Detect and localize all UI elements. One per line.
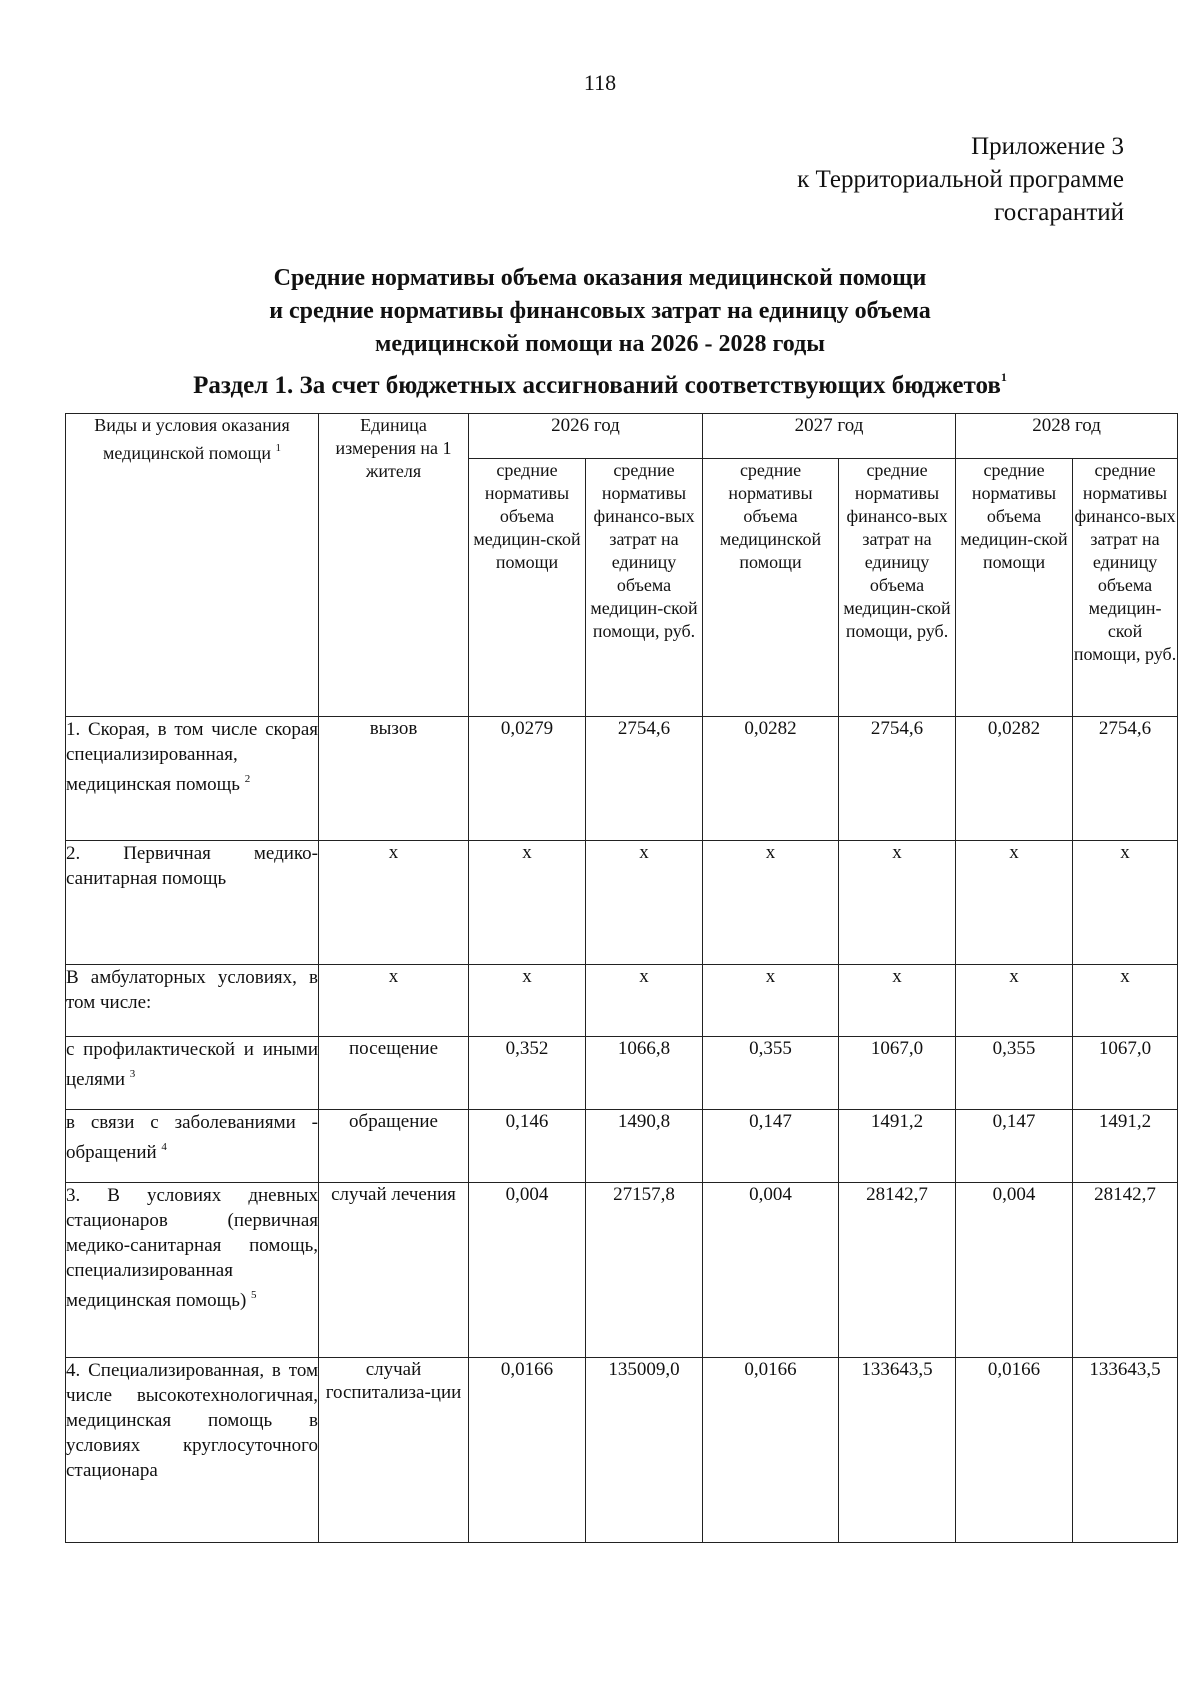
cell-cost-2027: 28142,7 (839, 1183, 956, 1358)
section-heading (60, 370, 1140, 400)
cell-cost-2026: 2754,6 (586, 717, 703, 841)
row-name: в связи с заболеваниями - обращений $^4$ (66, 1110, 319, 1183)
row-name: 1. Скорая, в том числе скорая специализированная, медицинская помощь $^2$ (66, 717, 319, 841)
cell-cost-2028: x (1073, 841, 1178, 965)
cell-cost-2026: 1490,8 (586, 1110, 703, 1183)
appendix-line-2: к Территориальной программе (797, 166, 1124, 193)
cell-volume-2026: 0,0279 (469, 717, 586, 841)
norms-table (65, 413, 1178, 1543)
cell-volume-2027: 0,147 (703, 1110, 839, 1183)
header-cost-2027: средние нормативы финансо-вых затрат на единицу объема медицин-ской помощи, руб. (839, 459, 956, 717)
cell-volume-2026: x (469, 965, 586, 1037)
table-row (66, 841, 1178, 965)
cell-volume-2028: 0,0282 (956, 717, 1073, 841)
appendix-note (797, 130, 1124, 229)
row-unit: x (319, 965, 469, 1037)
section-footnote: 1 (1000, 370, 1007, 384)
cell-cost-2028: 2754,6 (1073, 717, 1178, 841)
title-line-2: и средние нормативы финансовых затрат на единицу объема (269, 298, 931, 324)
table-row (66, 1358, 1178, 1543)
cell-volume-2026: 0,0166 (469, 1358, 586, 1543)
cell-cost-2027: x (839, 965, 956, 1037)
title-line-3: медицинской помощи на 2026 - 2028 годы (375, 331, 825, 357)
cell-volume-2026: 0,352 (469, 1037, 586, 1110)
table-row (66, 1110, 1178, 1183)
row-unit: вызов (319, 717, 469, 841)
row-name: с профилактической и иными целями $^3$ (66, 1037, 319, 1110)
cell-volume-2028: 0,355 (956, 1037, 1073, 1110)
cell-volume-2026: 0,004 (469, 1183, 586, 1358)
cell-cost-2027: 133643,5 (839, 1358, 956, 1543)
cell-cost-2026: 135009,0 (586, 1358, 703, 1543)
cell-volume-2028: 0,004 (956, 1183, 1073, 1358)
row-unit: посещение (319, 1037, 469, 1110)
cell-volume-2026: x (469, 841, 586, 965)
appendix-line-1: Приложение 3 (971, 133, 1124, 160)
table-row (66, 1037, 1178, 1110)
page-number: 118 (583, 70, 617, 95)
cell-volume-2027: 0,355 (703, 1037, 839, 1110)
cell-volume-2027: 0,0282 (703, 717, 839, 841)
header-volume-2028: средние нормативы объема медицин-ской помощи (956, 459, 1073, 717)
cell-cost-2028: 28142,7 (1073, 1183, 1178, 1358)
row-name: 4. Специализированная, в том числе высокотехнологичная, медицинская помощь в условиях круглосуточного стационара (66, 1358, 319, 1543)
document-title (100, 262, 1100, 361)
cell-volume-2027: 0,004 (703, 1183, 839, 1358)
header-year-2026: 2026 год (469, 414, 703, 459)
cell-volume-2026: 0,146 (469, 1110, 586, 1183)
cell-cost-2028: 133643,5 (1073, 1358, 1178, 1543)
cell-volume-2028: x (956, 965, 1073, 1037)
header-volume-2026: средние нормативы объема медицин-ской помощи (469, 459, 586, 717)
header-cost-2026: средние нормативы финансо-вых затрат на единицу объема медицин-ской помощи, руб. (586, 459, 703, 717)
header-year-2027: 2027 год (703, 414, 956, 459)
header-cost-2028: средние нормативы финансо-вых затрат на единицу объема медицин-ской помощи, руб. (1073, 459, 1178, 717)
cell-volume-2028: 0,0166 (956, 1358, 1073, 1543)
cell-cost-2026: x (586, 841, 703, 965)
row-name: 2. Первичная медико-санитарная помощь (66, 841, 319, 965)
row-name: В амбулаторных условиях, в том числе: (66, 965, 319, 1037)
row-name: 3. В условиях дневных стационаров (первичная медико-санитарная помощь, специализированная медицинская помощь) $^5$ (66, 1183, 319, 1358)
cell-cost-2027: 1491,2 (839, 1110, 956, 1183)
header-volume-2027: средние нормативы объема медицинской помощи (703, 459, 839, 717)
table-row (66, 717, 1178, 841)
cell-volume-2027: 0,0166 (703, 1358, 839, 1543)
row-unit: x (319, 841, 469, 965)
row-unit: случай госпитализа-ции (319, 1358, 469, 1543)
cell-cost-2028: 1067,0 (1073, 1037, 1178, 1110)
cell-cost-2026: 1066,8 (586, 1037, 703, 1110)
title-line-1: Средние нормативы объема оказания медицинской помощи (273, 265, 927, 291)
cell-cost-2026: 27157,8 (586, 1183, 703, 1358)
header-unit: Единица измерения на 1 жителя (319, 414, 469, 717)
header-kind: Виды и условия оказания медицинской помощи $^1$ (66, 414, 319, 717)
appendix-line-3: госгарантий (994, 199, 1124, 226)
header-year-2028: 2028 год (956, 414, 1178, 459)
cell-cost-2026: x (586, 965, 703, 1037)
cell-volume-2028: x (956, 841, 1073, 965)
section-text: Раздел 1. За счет бюджетных ассигнований соответствующих бюджетов (193, 372, 1001, 399)
cell-cost-2027: 2754,6 (839, 717, 956, 841)
cell-volume-2027: x (703, 841, 839, 965)
cell-cost-2027: 1067,0 (839, 1037, 956, 1110)
table-row (66, 965, 1178, 1037)
cell-volume-2027: x (703, 965, 839, 1037)
cell-cost-2027: x (839, 841, 956, 965)
row-unit: обращение (319, 1110, 469, 1183)
table-row (66, 1183, 1178, 1358)
cell-cost-2028: x (1073, 965, 1178, 1037)
cell-volume-2028: 0,147 (956, 1110, 1073, 1183)
row-unit: случай лечения (319, 1183, 469, 1358)
cell-cost-2028: 1491,2 (1073, 1110, 1178, 1183)
